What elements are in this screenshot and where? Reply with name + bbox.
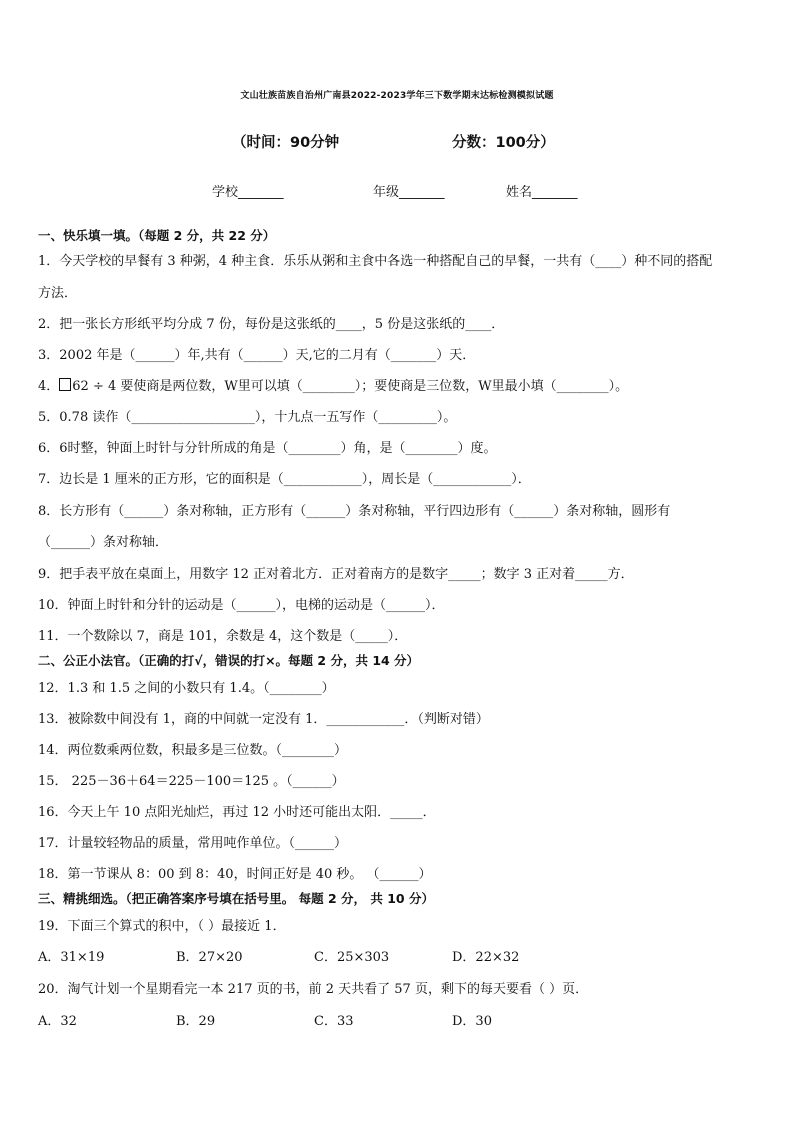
question-19-option-d: D．22×32 <box>452 950 520 965</box>
section-3-heading: 三、精挑细选。（把正确答案序号填在括号里。 每题 2 分， 共 10 分） <box>38 891 434 906</box>
question-10: 10．钟面上时针和分针的运动是（______），电梯的运动是（______）． <box>38 598 445 613</box>
question-20-option-b: B．29 <box>176 1014 216 1029</box>
question-19-option-c: C．25×303 <box>314 950 390 965</box>
section-2-heading: 二、公正小法官。（正确的打√，错误的打×。每题 2 分，共 14 分） <box>38 653 420 668</box>
question-8-continued: （______）条对称轴． <box>38 535 169 550</box>
question-1: 1．今天学校的早餐有 3 种粥，4 种主食．乐乐从粥和主食中各选一种搭配自己的早餐，一共有（____）种不同的搭配 <box>38 254 713 269</box>
question-20-option-a: A．32 <box>38 1014 77 1029</box>
question-19-option-b: B．27×20 <box>176 950 243 965</box>
question-15: 15． 225－36＋64＝225－100＝125 。（______） <box>38 774 345 789</box>
question-5: 5．0.78 读作（___________________），十九点一五写作（_________）。 <box>38 410 457 425</box>
score-label: 分数：100分） <box>452 135 555 151</box>
question-4-number: 4． <box>38 379 60 394</box>
time-label: （时间：90分钟 <box>232 135 340 151</box>
question-12: 12．1.3 和 1.5 之间的小数只有 1.4。（________） <box>38 681 335 696</box>
question-14: 14．两位数乘两位数，积最多是三位数。（________） <box>38 743 348 758</box>
blank-square-icon <box>59 378 71 391</box>
question-20: 20．淘气计划一个星期看完一本 217 页的书，前 2 天共看了 57 页，剩下的每天要看（ ）页． <box>38 982 589 997</box>
question-16: 16．今天上午 10 点阳光灿烂，再过 12 小时还可能出太阳．_____． <box>38 805 436 820</box>
question-13: 13．被除数中间没有 1，商的中间就一定没有 1．____________．（判断对错） <box>38 712 489 727</box>
question-4 <box>38 375 628 394</box>
question-18: 18．第一节课从 8：00 到 8：40，时间正好是 40 秒。 （______） <box>38 867 432 882</box>
question-1-continued: 方法． <box>38 286 78 301</box>
grade-field: 年级_______ <box>373 185 445 200</box>
question-20-option-d: D．30 <box>452 1014 492 1029</box>
question-19: 19．下面三个算式的积中，（ ）最接近 1． <box>38 919 286 934</box>
school-field: 学校_______ <box>212 185 284 200</box>
question-4-text: 62 ÷ 4 要使商是两位数，W里可以填（________）；要使商是三位数，W里最小填（________）。 <box>72 379 629 394</box>
name-field: 姓名_______ <box>506 185 578 200</box>
question-19-option-a: A．31×19 <box>38 950 105 965</box>
question-11: 11．一个数除以 7，商是 101，余数是 4，这个数是（_____）． <box>38 629 408 644</box>
question-3: 3．2002 年是（______）年,共有（______）天,它的二月有（_______）天． <box>38 348 476 363</box>
question-17: 17．计量较轻物品的质量，常用吨作单位。（______） <box>38 836 348 851</box>
section-1-heading: 一、快乐填一填。（每题 2 分，共 22 分） <box>38 228 276 243</box>
question-20-option-c: C．33 <box>314 1014 354 1029</box>
question-6: 6．6时整，钟面上时针与分针所成的角是（________）角，是（________）度。 <box>38 441 497 456</box>
question-7: 7．边长是 1 厘米的正方形，它的面积是（____________），周长是（____________）． <box>38 472 531 487</box>
question-9: 9．把手表平放在桌面上，用数字 12 正对着北方．正对着南方的是数字_____；数字 3 正对着_____方． <box>38 567 634 582</box>
exam-title: 文山壮族苗族自治州广南县2022-2023学年三下数学期末达标检测模拟试题 <box>240 91 554 101</box>
question-8: 8．长方形有（______）条对称轴，正方形有（______）条对称轴，平行四边形有（______）条对称轴，圆形有 <box>38 504 671 519</box>
question-2: 2．把一张长方形纸平均分成 7 份，每份是这张纸的____，5 份是这张纸的____． <box>38 317 505 332</box>
